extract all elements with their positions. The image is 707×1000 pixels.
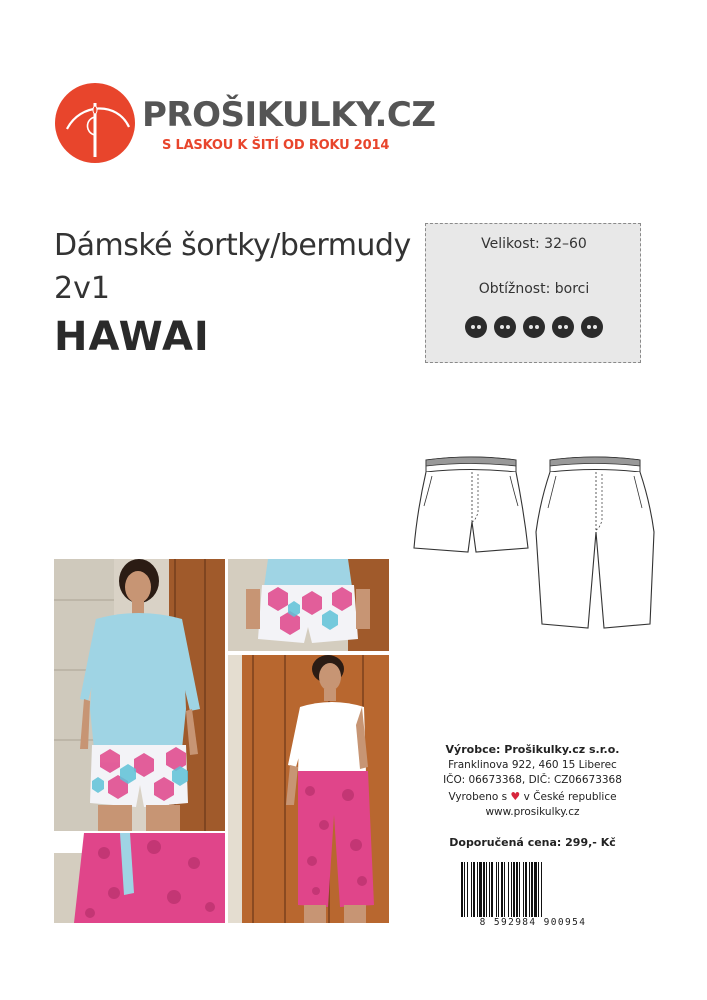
button-icon bbox=[465, 316, 487, 338]
barcode-bar bbox=[501, 862, 503, 918]
barcode-bar bbox=[508, 862, 509, 918]
barcode-bar bbox=[516, 862, 518, 918]
barcode-bar bbox=[541, 862, 542, 918]
model-photo-bermuda bbox=[228, 655, 389, 923]
product-title-line1: Dámské šortky/bermudy bbox=[54, 228, 411, 263]
barcode-number: 8 592984 900954 bbox=[455, 917, 611, 928]
barcode-bar bbox=[523, 862, 524, 918]
brand-name: PROŠIKULKY.CZ bbox=[142, 95, 436, 135]
model-photo-shorts-detail bbox=[228, 559, 389, 651]
producer-info bbox=[420, 742, 645, 821]
barcode-bar bbox=[477, 862, 478, 918]
shorts-sketch bbox=[412, 452, 530, 562]
button-icon bbox=[581, 316, 603, 338]
barcode-bar bbox=[531, 862, 533, 918]
button-icon bbox=[552, 316, 574, 338]
barcode-bar bbox=[489, 862, 490, 918]
pattern-name: HAWAI bbox=[54, 314, 210, 360]
barcode-bar bbox=[504, 862, 505, 918]
bermuda-sketch bbox=[534, 452, 656, 634]
recommended-price: Doporučená cena: 299,- Kč bbox=[449, 836, 616, 849]
barcode-bar bbox=[525, 862, 527, 918]
size-range: Velikost: 32–60 bbox=[481, 236, 587, 252]
model-photo-bermuda-detail bbox=[54, 833, 225, 923]
barcode-bar bbox=[467, 862, 468, 918]
producer-address: Franklinova 922, 460 15 Liberec bbox=[448, 758, 617, 771]
info-box bbox=[425, 223, 641, 363]
barcode-bar bbox=[496, 862, 497, 918]
producer-website[interactable]: www.prosikulky.cz bbox=[485, 806, 580, 818]
barcode-bar bbox=[498, 862, 499, 918]
barcode-bar bbox=[529, 862, 530, 918]
barcode-bar bbox=[513, 862, 515, 918]
made-in-prefix: Vyrobeno s bbox=[448, 790, 508, 803]
barcode-bar bbox=[511, 862, 512, 918]
producer-ids: IČO: 06673368, DIČ: CZ06673368 bbox=[443, 774, 622, 786]
barcode-bar bbox=[519, 862, 520, 918]
button-icon bbox=[494, 316, 516, 338]
model-photo-shorts-front bbox=[54, 559, 225, 831]
barcode-bar bbox=[461, 862, 463, 918]
needle-thread-icon bbox=[55, 83, 135, 163]
barcode-bar bbox=[534, 862, 537, 918]
producer-name: Výrobce: Prošikulky.cz s.r.o. bbox=[445, 743, 620, 756]
barcode-bar bbox=[491, 862, 493, 918]
barcode-bar bbox=[483, 862, 485, 918]
difficulty-rating bbox=[426, 316, 642, 338]
barcode-bar bbox=[486, 862, 487, 918]
brand-tagline: S LASKOU K ŠITÍ OD ROKU 2014 bbox=[162, 138, 390, 153]
barcode-bar bbox=[464, 862, 465, 918]
barcode-bar bbox=[479, 862, 482, 918]
barcode-bar bbox=[473, 862, 475, 918]
product-title-line2: 2v1 bbox=[54, 271, 110, 306]
button-icon bbox=[523, 316, 545, 338]
heart-icon: ♥ bbox=[510, 789, 521, 803]
barcode-bar bbox=[538, 862, 539, 918]
made-in-line bbox=[420, 789, 645, 806]
difficulty-label: Obtížnost: borci bbox=[478, 281, 590, 297]
made-in-suffix: v České republice bbox=[523, 790, 617, 803]
barcode-bar bbox=[471, 862, 472, 918]
